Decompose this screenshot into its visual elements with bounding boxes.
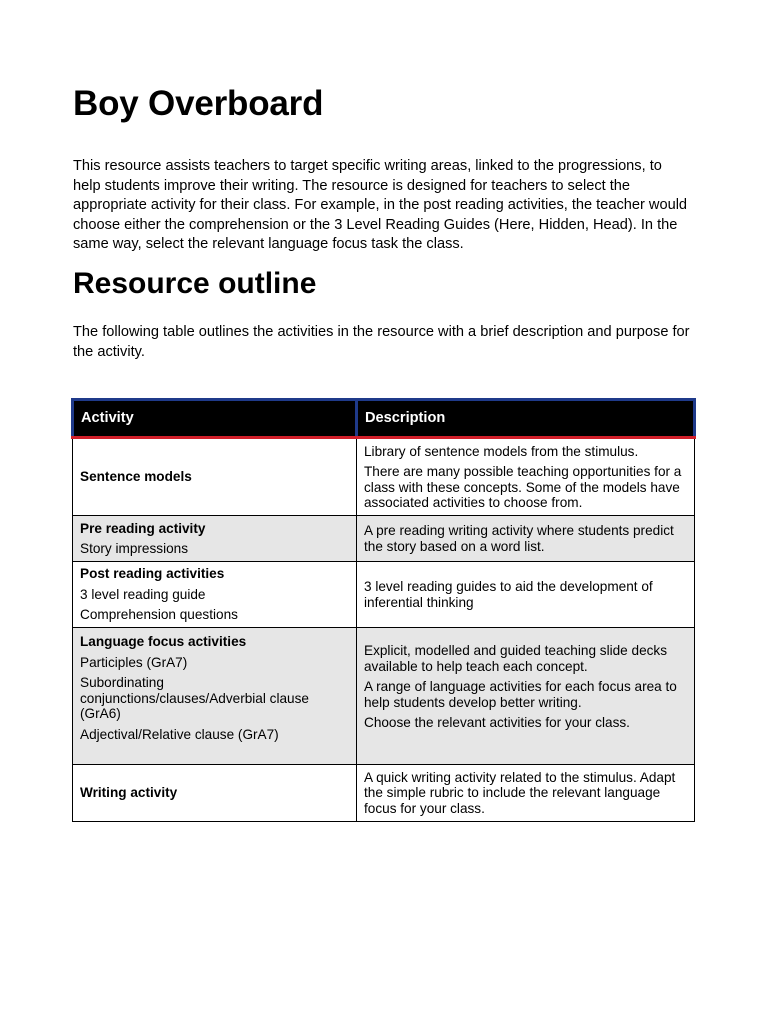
- activity-title: Sentence models: [80, 469, 192, 485]
- description-text: Choose the relevant activities for your class.: [364, 715, 630, 730]
- activity-title: Post reading activities: [80, 566, 225, 582]
- description-text: A pre reading writing activity where students predict the story based on a word list.: [364, 523, 674, 554]
- activity-title: Writing activity: [80, 785, 178, 801]
- description-text: 3 level reading guides to aid the development of inferential thinking: [364, 579, 653, 610]
- intro-paragraph: This resource assists teachers to target specific writing areas, linked to the progressions, to help students improve their writing. The resource is designed for teachers to select the appropriate activity for their class. For example, in the post reading activities, the teacher would choose either the comprehension or the 3 Level Reading Guides (Here, Hidden, Head). In the same way, select the relevant language focus task the class.: [73, 158, 688, 252]
- description-cell: [357, 438, 695, 516]
- resource-outline-table: [71, 398, 696, 822]
- section-intro-paragraph: The following table outlines the activities in the resource with a brief description and purpose for the activity.: [73, 324, 690, 360]
- activity-title: Pre reading activity: [80, 520, 206, 536]
- description-text: A quick writing activity related to the stimulus. Adapt the simple rubric to include the relevant language focus for your class.: [364, 769, 676, 816]
- activity-sub-item: 3 level reading guide: [80, 586, 206, 602]
- table-row: [73, 438, 695, 516]
- table-row: [73, 562, 695, 628]
- header-description: Description: [357, 400, 695, 438]
- description-cell: [357, 562, 695, 628]
- description-cell: [357, 765, 695, 822]
- activity-cell: [73, 562, 357, 628]
- activity-cell: [73, 516, 357, 562]
- activity-sub-item: Participles (GrA7): [80, 654, 188, 670]
- description-text: There are many possible teaching opportunities for a class with these concepts. Some of the models have associated activities to choose from.: [364, 464, 682, 510]
- table-row: [73, 628, 695, 765]
- description-cell: [357, 628, 695, 765]
- activity-sub-item: Adjectival/Relative clause (GrA7): [80, 726, 279, 742]
- description-cell: [357, 516, 695, 562]
- activity-title: Language focus activities: [80, 634, 247, 649]
- activity-cell: [73, 628, 357, 765]
- description-text: Explicit, modelled and guided teaching slide decks available to help teach each concept.: [364, 643, 668, 674]
- activity-sub-item: Story impressions: [80, 541, 189, 556]
- table-row: [73, 516, 695, 562]
- header-activity: Activity: [73, 400, 357, 438]
- table-row: [73, 765, 695, 822]
- section-heading: Resource outline: [73, 267, 317, 300]
- activity-sub-item: Comprehension questions: [80, 607, 238, 623]
- page-title: Boy Overboard: [73, 84, 324, 123]
- table-header-row: [73, 400, 695, 438]
- activity-sub-item: Subordinating conjunctions/clauses/Adverbial clause (GrA6): [80, 675, 309, 721]
- description-text: A range of language activities for each focus area to help students develop better writing.: [364, 679, 677, 710]
- description-text: Library of sentence models from the stimulus.: [364, 443, 639, 459]
- activity-cell: [73, 765, 357, 822]
- activity-cell: [73, 438, 357, 516]
